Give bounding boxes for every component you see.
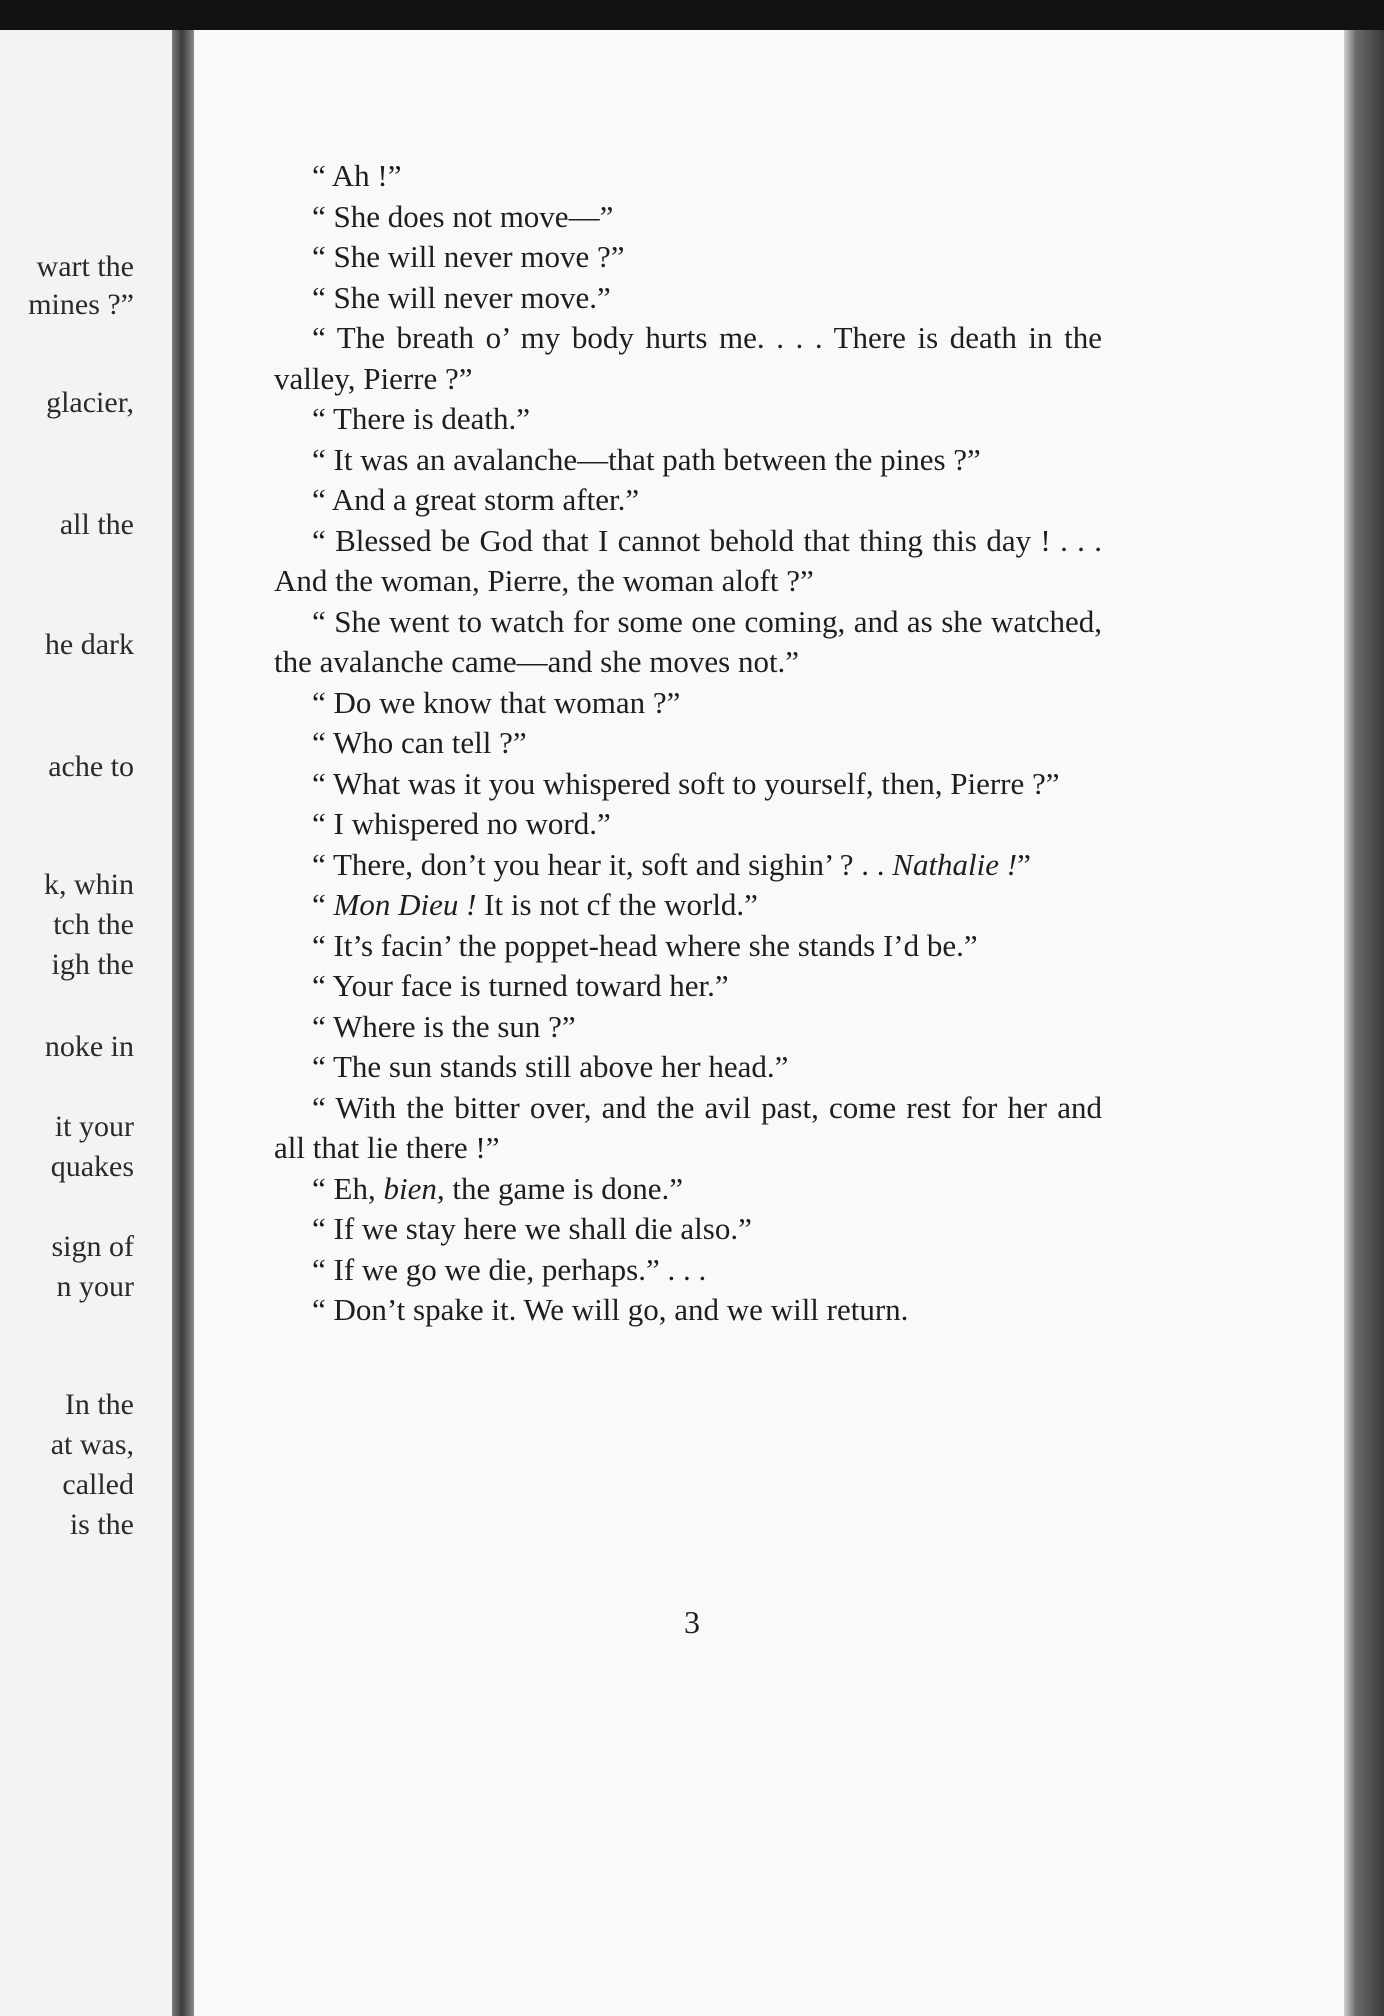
paragraph: “ Who can tell ?” bbox=[312, 725, 527, 760]
paragraph: “ Blessed be God that I cannot behold that thing this day ! . . . And the woman, Pierre, the woman aloft ?” bbox=[274, 522, 1102, 598]
paragraph: “ The breath o’ my body hurts me. . . . There is death in the valley, Pierre ?” bbox=[274, 320, 1102, 396]
paragraph: “ With the bitter over, and the avil past, come rest for her and all that lie there !” bbox=[274, 1089, 1102, 1165]
left-page-line: it your bbox=[54, 1110, 134, 1143]
left-page-line: noke in bbox=[44, 1030, 134, 1063]
paragraph: “ She will never move ?” bbox=[312, 239, 625, 274]
left-page-line: mines ?” bbox=[28, 288, 134, 321]
left-page-line: he dark bbox=[44, 628, 134, 661]
paragraph: “ Your face is turned toward her.” bbox=[312, 968, 729, 1003]
scan-top-border bbox=[0, 0, 1384, 30]
left-page-line: k, whin bbox=[44, 868, 134, 901]
paragraph: “ It’s facin’ the poppet-head where she stands I’d be.” bbox=[312, 927, 978, 963]
left-page-line: wart the bbox=[36, 250, 134, 283]
left-page-line: tch the bbox=[53, 908, 134, 941]
paragraph: “ The sun stands still above her head.” bbox=[312, 1049, 789, 1084]
paragraph: “ There, don’t you hear it, soft and sighin’ ? . . Nathalie !” bbox=[312, 846, 1031, 882]
paragraph: “ Mon Dieu ! It is not cf the world.” bbox=[312, 887, 758, 922]
paragraph: “ If we go we die, perhaps.” . . . bbox=[312, 1251, 707, 1287]
dialogue-text bbox=[274, 156, 1102, 1331]
paragraph: “ And a great storm after.” bbox=[312, 482, 640, 517]
paragraph: “ I whispered no word.” bbox=[312, 806, 611, 841]
page-edge bbox=[1344, 30, 1384, 2016]
italic-word: bien, bbox=[383, 1170, 445, 1206]
left-page-line: glacier, bbox=[46, 386, 134, 419]
italic-exclamation: Mon Dieu ! bbox=[333, 887, 477, 922]
paragraph: “ Eh, bien, the game is done.” bbox=[312, 1170, 684, 1206]
book-gutter bbox=[172, 30, 194, 2016]
left-page-line: all the bbox=[59, 508, 134, 541]
paragraph: “ Where is the sun ?” bbox=[312, 1008, 576, 1044]
left-page bbox=[0, 30, 172, 2016]
left-page-line: sign of bbox=[51, 1230, 134, 1263]
paragraph: “ She went to watch for some one coming, and as she watched, the avalanche came—and she moves not.” bbox=[274, 603, 1102, 679]
paragraph: “ If we stay here we shall die also.” bbox=[312, 1211, 752, 1246]
paragraph: “ It was an avalanche—that path between the pines ?” bbox=[312, 441, 981, 477]
page-number: 3 bbox=[684, 1604, 700, 1640]
left-page-line: n your bbox=[56, 1270, 134, 1303]
left-page-line: at was, bbox=[50, 1428, 134, 1461]
italic-name: Nathalie ! bbox=[892, 846, 1018, 882]
left-page-line: quakes bbox=[50, 1150, 134, 1183]
paragraph: “ She does not move—” bbox=[312, 198, 614, 234]
paragraph: “ Don’t spake it. We will go, and we will return. bbox=[312, 1292, 909, 1327]
paragraph: “ Ah !” bbox=[312, 158, 402, 193]
paragraph: “ What was it you whispered soft to yourself, then, Pierre ?” bbox=[312, 765, 1060, 801]
left-page-line: In the bbox=[64, 1388, 134, 1421]
left-page-line: called bbox=[62, 1468, 134, 1501]
paragraph: “ She will never move.” bbox=[312, 279, 611, 315]
left-page-line: is the bbox=[69, 1508, 134, 1541]
left-page-line: igh the bbox=[51, 948, 134, 981]
paragraph: “ Do we know that woman ?” bbox=[312, 684, 681, 720]
left-page-line: ache to bbox=[48, 750, 134, 783]
paragraph: “ There is death.” bbox=[312, 401, 531, 436]
